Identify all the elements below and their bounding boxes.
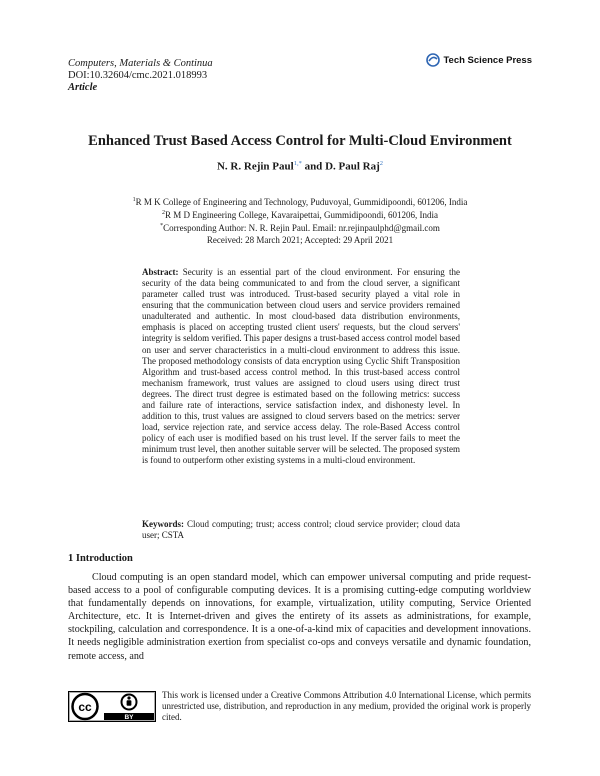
keywords (142, 519, 460, 541)
author-1: N. R. Rejin Paul (216, 160, 294, 173)
publisher-swirl-icon (426, 53, 440, 67)
corresponding-author (0, 221, 600, 234)
keywords-text: Cloud computing; trust; access control; cloud service provider; cloud data user; CSTA (142, 519, 461, 540)
keywords-label: Keywords: (142, 519, 184, 529)
abstract-label: Abstract: (142, 267, 179, 277)
affiliation-2-text: R M D Engineering College, Kavaraipettai, Gummidipoondi, 601206, India (165, 210, 438, 221)
paper-title: Enhanced Trust Based Access Control for Multi-Cloud Environment (88, 133, 512, 149)
affiliation-2 (0, 208, 600, 221)
publisher-name: Tech Science Press (443, 54, 532, 66)
corresponding-mark: * (160, 223, 164, 230)
abstract (142, 267, 460, 466)
journal-name: Computers, Materials & Continua (68, 58, 213, 69)
introduction-paragraph: Cloud computing is an open standard model, which can empower universal computing and pride request-based access to a pool of configurable computing devices. It is a promising cutting-edge computing worldview that fundamentally depends on innovations, for example, virtualization, utility computing, Service Oriented Architecture, etc. It is Internet-driven and gives the entirety of its assets as administrations, for example, stockpiling, calculation and correspondence. It is a one-of-a-kind mix of capacities and development innovations. It needs negligible administration exertion from specialist co-ops and conveys versatile and dynamic foundation, remote access, and (68, 572, 531, 662)
author-conjunction: and (304, 160, 323, 173)
affiliation-2-mark: 2 (162, 210, 166, 217)
section-heading-introduction: 1 Introduction (68, 553, 133, 564)
corresponding-text: Corresponding Author: N. R. Rejin Paul. Email: nr.rejinpaulphd@gmail.com (163, 223, 440, 234)
affiliation-1 (0, 195, 600, 208)
affiliation-1-text: R M K College of Engineering and Technology, Puduvoyal, Gummidipoondi, 601206, India (135, 197, 468, 207)
author-2-marks: 2 (379, 160, 384, 167)
affiliation-1-mark: 1 (132, 197, 136, 203)
cc-by-license-badge[interactable] (68, 691, 156, 722)
doi: DOI:10.32604/cmc.2021.018993 (68, 70, 208, 81)
author-2: D. Paul Raj (325, 160, 380, 173)
received-accepted-dates: Received: 28 March 2021; Accepted: 29 April 2021 (206, 234, 394, 245)
cc-badge-text: cc (78, 700, 92, 714)
publisher-logo (426, 53, 532, 67)
article-type: Article (68, 82, 98, 93)
by-badge-text: BY (124, 714, 134, 721)
author-line (0, 160, 600, 173)
author-1-marks: 1,* (293, 160, 302, 167)
abstract-text: Security is an essential part of the cloud environment. For ensuring the security of the data being communicated to and from the cloud server, a significant parameter called trust was introduced. Trust-based security played a vital role in ensuring that the communication between cloud users and service providers remained unadulterated and authentic. In most cloud-based data distribution environments, emphasis is placed on accepting trusted client users' requests, but the cloud servers' integrity is seldom verified. This paper designs a trust-based access control model based on user and server characteristics in a multi-cloud environment to address this issue. The proposed methodology consists of data encryption using Cyclic Shift Transposition Algorithm and trust-based access control method. In this trust-based access control mechanism framework, trust values are assigned to cloud users using direct trust degrees. The direct trust degree is estimated based on the following metrics: success and failure rate of interactions, service satisfaction index, and dishonesty level. In addition to this, trust values are assigned to cloud servers based on the metrics: server load, service rejection rate, and service access delay. The role-Based Access control policy of each user is modified based on his trust level. If the server fails to meet the minimum trust level, then another suitable server will be selected. The proposed system is found to outperform other existing systems in a multi-cloud environment. (142, 267, 460, 466)
license-text: This work is licensed under a Creative Commons Attribution 4.0 International License, which permits unrestricted use, distribution, and reproduction in any medium, provided the original work is properly cited. (162, 690, 531, 722)
affiliations (0, 195, 600, 246)
